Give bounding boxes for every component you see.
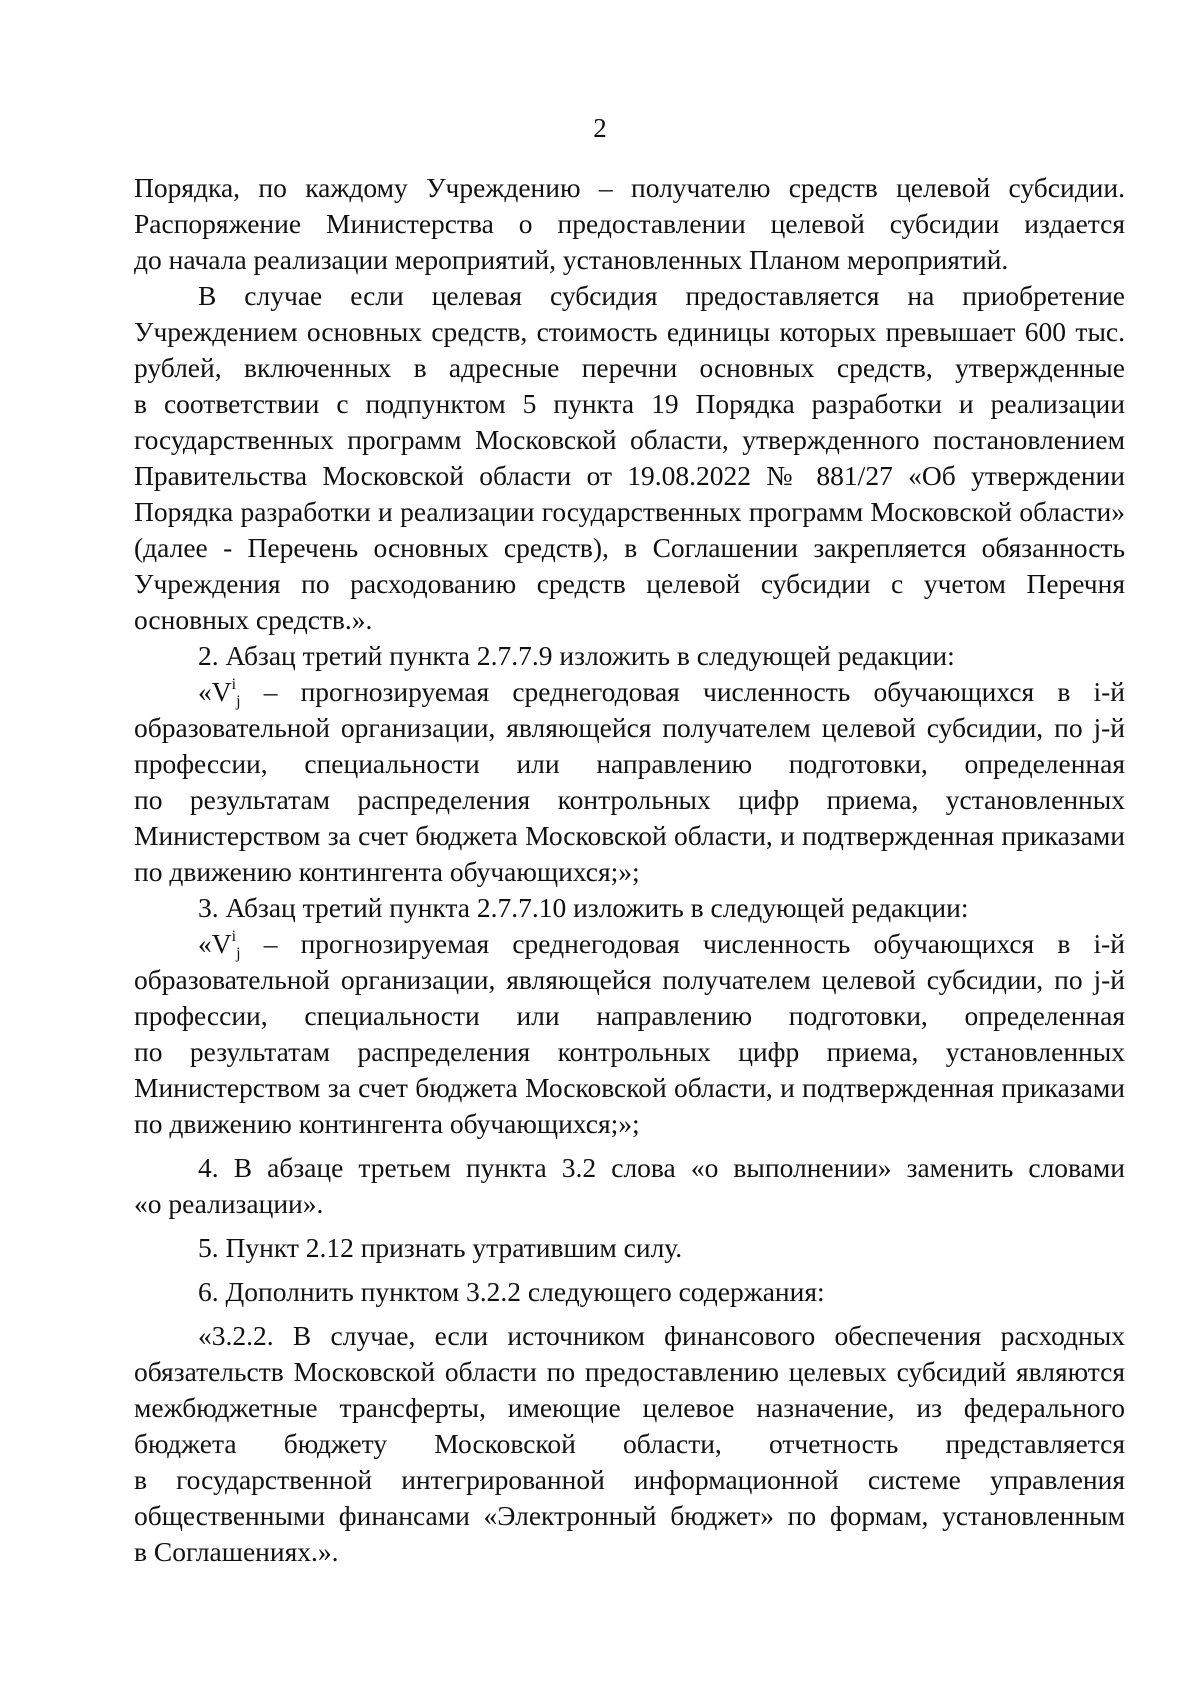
text-line: образовательной организации, являющейся получателем целевой субсидии, по j-й (134, 712, 1125, 743)
formula-line (198, 674, 1125, 710)
page-number: 2 (593, 113, 607, 143)
text-line: Министерством за счет бюджета Московской области, и подтвержденная приказами (134, 820, 1125, 851)
formula-symbol: V (211, 928, 232, 959)
text-line: Распоряжение Министерства о предоставлении целевой субсидии издается (134, 208, 1125, 239)
text-line: 6. Дополнить пунктом 3.2.2 следующего содержания: (198, 1276, 825, 1307)
text-line: Учреждения по расходованию средств целевой субсидии с учетом Перечня (134, 568, 1125, 599)
text-line: рублей, включенных в адресные перечни основных средств, утвержденные (134, 352, 1125, 383)
text-line: в государственной интегрированной информационной системе управления (134, 1464, 1125, 1495)
text-line: в соответствии с подпунктом 5 пункта 19 Порядка разработки и реализации (134, 388, 1125, 419)
text-line: до начала реализации мероприятий, установленных Планом мероприятий. (134, 244, 1009, 275)
text-line: межбюджетные трансферты, имеющие целевое назначение, из федерального (134, 1392, 1125, 1423)
formula-subscript: j (236, 693, 241, 710)
formula-subscript: j (236, 945, 241, 962)
text-line: В случае если целевая субсидия предоставляется на приобретение (198, 280, 1125, 311)
text-line: Министерством за счет бюджета Московской области, и подтвержденная приказами (134, 1072, 1125, 1103)
text-line: 5. Пункт 2.12 признать утратившим силу. (198, 1232, 683, 1263)
text-line: профессии, специальности или направлению подготовки, определенная (134, 748, 1125, 779)
text-line: Порядка, по каждому Учреждению – получателю средств целевой субсидии. (134, 172, 1125, 203)
text-line: по результатам распределения контрольных цифр приема, установленных (134, 784, 1125, 815)
formula-text: – прогнозируемая среднегодовая численность обучающихся в i-й (263, 928, 1125, 959)
text-line: «3.2.2. В случае, если источником финансового обеспечения расходных (198, 1320, 1125, 1351)
formula-text: – прогнозируемая среднегодовая численность обучающихся в i-й (263, 676, 1125, 707)
text-line: 4. В абзаце третьем пункта 3.2 слова «о выполнении» заменить словами (198, 1152, 1125, 1183)
text-line: бюджета бюджету Московской области, отчетность представляется (134, 1428, 1125, 1459)
text-line: по результатам распределения контрольных цифр приема, установленных (134, 1036, 1125, 1067)
text-line: в Соглашениях.». (134, 1536, 339, 1567)
text-line: 3. Абзац третий пункта 2.7.7.10 изложить в следующей редакции: (198, 892, 969, 923)
text-line: «о реализации». (134, 1188, 324, 1219)
formula-superscript: i (231, 928, 237, 945)
formula-line (198, 926, 1125, 962)
text-line: обязательств Московской области по предоставлению целевых субсидий являются (134, 1356, 1125, 1387)
text-line: общественными финансами «Электронный бюджет» по формам, установленным (134, 1500, 1125, 1531)
text-line: по движению контингента обучающихся;»; (134, 1108, 640, 1139)
formula-symbol: V (211, 676, 232, 707)
text-line: по движению контингента обучающихся;»; (134, 856, 640, 887)
text-line: 2. Абзац третий пункта 2.7.7.9 изложить в следующей редакции: (198, 640, 955, 671)
text-line: образовательной организации, являющейся получателем целевой субсидии, по j-й (134, 964, 1125, 995)
text-line: профессии, специальности или направлению подготовки, определенная (134, 1000, 1125, 1031)
text-line: Учреждением основных средств, стоимость единицы которых превышает 600 тыс. (134, 316, 1125, 347)
text-line: (далее - Перечень основных средств), в Соглашении закрепляется обязанность (134, 532, 1125, 563)
text-line: государственных программ Московской области, утвержденного постановлением (134, 424, 1125, 455)
formula-superscript: i (231, 676, 237, 693)
text-line: Порядка разработки и реализации государственных программ Московской области» (134, 496, 1125, 527)
text-line: основных средств.». (134, 604, 373, 635)
formula-open-quote: « (198, 928, 212, 959)
formula-open-quote: « (198, 676, 212, 707)
text-line: Правительства Московской области от 19.08.2022 № 881/27 «Об утверждении (134, 460, 1125, 491)
